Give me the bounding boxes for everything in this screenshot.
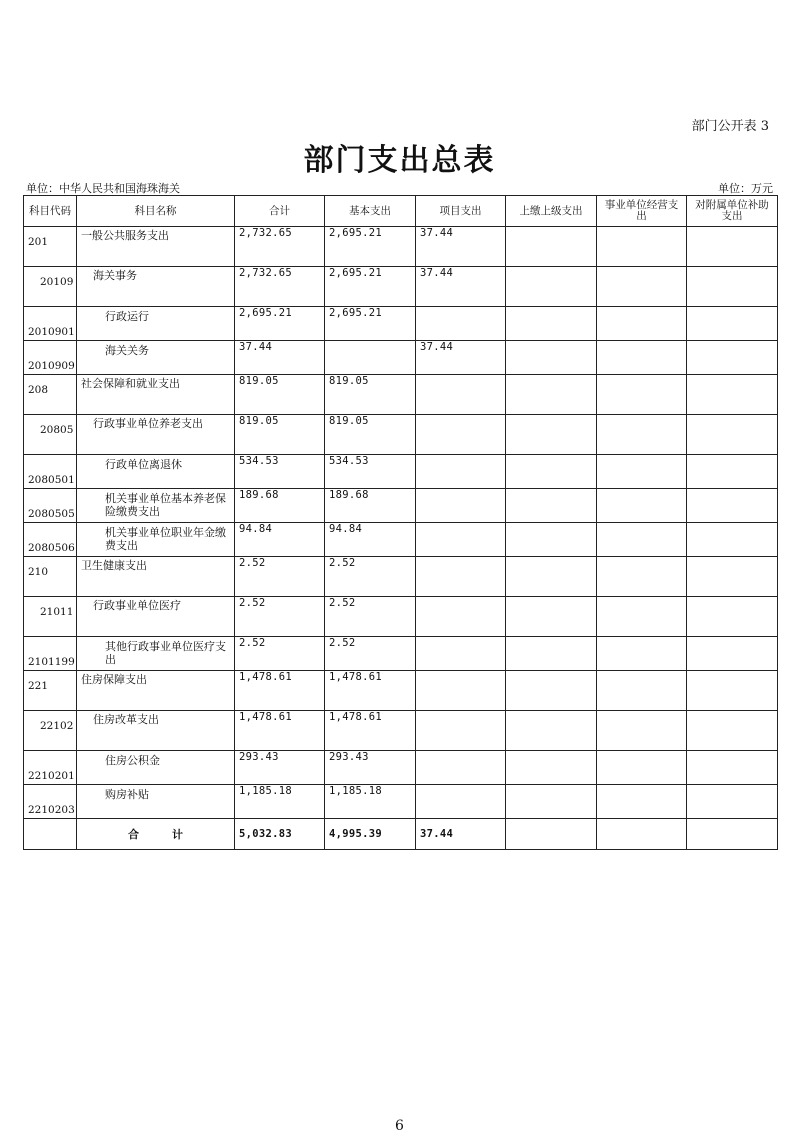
table-row — [24, 711, 778, 751]
row-total: 94.84 — [235, 523, 325, 557]
table-row — [24, 523, 778, 557]
row-code: 208 — [24, 375, 77, 415]
table-row — [24, 415, 778, 455]
row-upper — [506, 489, 597, 523]
row-subsidy — [687, 711, 778, 751]
table-header-row — [24, 196, 778, 227]
row-subsidy — [687, 597, 778, 637]
row-code: 221 — [24, 671, 77, 711]
row-upper — [506, 227, 597, 267]
table-row — [24, 307, 778, 341]
row-business — [597, 751, 687, 785]
row-subsidy — [687, 671, 778, 711]
row-project — [416, 415, 506, 455]
row-total: 2.52 — [235, 637, 325, 671]
row-subsidy — [687, 375, 778, 415]
table-label: 部门公开表 3 — [691, 119, 769, 134]
row-name: 海关事务 — [77, 267, 235, 307]
row-upper — [506, 523, 597, 557]
row-business — [597, 785, 687, 819]
row-name: 社会保障和就业支出 — [77, 375, 235, 415]
row-name: 住房公积金 — [77, 751, 235, 785]
row-project: 37.44 — [416, 341, 506, 375]
row-name: 行政运行 — [77, 307, 235, 341]
row-total: 1,478.61 — [235, 671, 325, 711]
row-subsidy — [687, 751, 778, 785]
row-business — [597, 489, 687, 523]
row-code: 21011 — [24, 597, 77, 637]
row-total: 819.05 — [235, 415, 325, 455]
row-subsidy — [687, 637, 778, 671]
row-code: 201 — [24, 227, 77, 267]
row-business — [597, 455, 687, 489]
row-total: 37.44 — [235, 341, 325, 375]
row-total: 819.05 — [235, 375, 325, 415]
row-business — [597, 341, 687, 375]
column-header-project: 项目支出 — [416, 196, 506, 227]
row-project — [416, 637, 506, 671]
row-upper — [506, 671, 597, 711]
row-basic: 189.68 — [325, 489, 416, 523]
row-business — [597, 637, 687, 671]
row-upper — [506, 597, 597, 637]
table-row — [24, 375, 778, 415]
total-subsidy — [687, 819, 778, 850]
row-total: 2.52 — [235, 597, 325, 637]
row-project — [416, 785, 506, 819]
table-row — [24, 557, 778, 597]
row-total: 293.43 — [235, 751, 325, 785]
column-header-upper: 上缴上级支出 — [506, 196, 597, 227]
row-name: 其他行政事业单位医疗支出 — [77, 637, 235, 671]
row-name: 一般公共服务支出 — [77, 227, 235, 267]
row-project — [416, 597, 506, 637]
row-code: 20805 — [24, 415, 77, 455]
row-subsidy — [687, 455, 778, 489]
row-name: 海关关务 — [77, 341, 235, 375]
row-basic: 534.53 — [325, 455, 416, 489]
page-title: 部门支出总表 — [303, 143, 496, 178]
row-project — [416, 375, 506, 415]
row-project — [416, 751, 506, 785]
row-project — [416, 307, 506, 341]
table-row — [24, 597, 778, 637]
row-total: 2,695.21 — [235, 307, 325, 341]
row-code: 22102 — [24, 711, 77, 751]
row-name: 住房改革支出 — [77, 711, 235, 751]
row-business — [597, 597, 687, 637]
row-name: 机关事业单位职业年金缴费支出 — [77, 523, 235, 557]
row-basic: 2,695.21 — [325, 307, 416, 341]
expense-table — [23, 195, 778, 850]
row-project — [416, 711, 506, 751]
row-basic: 1,185.18 — [325, 785, 416, 819]
row-subsidy — [687, 341, 778, 375]
row-name: 机关事业单位基本养老保险缴费支出 — [77, 489, 235, 523]
row-code: 2080501 — [24, 455, 77, 489]
row-name: 卫生健康支出 — [77, 557, 235, 597]
row-name: 行政事业单位医疗 — [77, 597, 235, 637]
row-basic: 94.84 — [325, 523, 416, 557]
row-upper — [506, 637, 597, 671]
table-row — [24, 227, 778, 267]
row-basic — [325, 341, 416, 375]
row-name: 购房补贴 — [77, 785, 235, 819]
row-upper — [506, 751, 597, 785]
page-number: 6 — [395, 1118, 404, 1134]
row-business — [597, 415, 687, 455]
row-name: 住房保障支出 — [77, 671, 235, 711]
total-basic: 4,995.39 — [325, 819, 416, 850]
row-name: 行政单位离退休 — [77, 455, 235, 489]
table-row — [24, 267, 778, 307]
column-header-subsidy: 对附属单位补助支出 — [687, 196, 778, 227]
row-basic: 2.52 — [325, 637, 416, 671]
row-upper — [506, 785, 597, 819]
row-basic: 819.05 — [325, 415, 416, 455]
row-basic: 2.52 — [325, 597, 416, 637]
row-total: 534.53 — [235, 455, 325, 489]
row-subsidy — [687, 489, 778, 523]
row-upper — [506, 267, 597, 307]
row-project: 37.44 — [416, 227, 506, 267]
total-code-cell — [24, 819, 77, 850]
column-header-total: 合计 — [235, 196, 325, 227]
row-upper — [506, 375, 597, 415]
row-upper — [506, 307, 597, 341]
row-code: 210 — [24, 557, 77, 597]
row-code: 2080506 — [24, 523, 77, 557]
row-subsidy — [687, 307, 778, 341]
table-row — [24, 341, 778, 375]
column-header-name: 科目名称 — [77, 196, 235, 227]
table-row — [24, 751, 778, 785]
row-subsidy — [687, 523, 778, 557]
table-row — [24, 637, 778, 671]
table-row — [24, 785, 778, 819]
row-subsidy — [687, 557, 778, 597]
total-label: 合 计 — [77, 819, 235, 850]
table-row — [24, 671, 778, 711]
row-total: 1,185.18 — [235, 785, 325, 819]
row-project — [416, 557, 506, 597]
row-code: 20109 — [24, 267, 77, 307]
row-project — [416, 489, 506, 523]
row-code: 2010909 — [24, 341, 77, 375]
total-upper — [506, 819, 597, 850]
row-total: 2,732.65 — [235, 227, 325, 267]
row-total: 1,478.61 — [235, 711, 325, 751]
row-business — [597, 307, 687, 341]
total-business — [597, 819, 687, 850]
row-total: 2.52 — [235, 557, 325, 597]
unit-organization: 单位：中华人民共和国海珠海关 — [26, 182, 180, 195]
unit-currency: 单位：万元 — [718, 182, 773, 195]
row-name: 行政事业单位养老支出 — [77, 415, 235, 455]
row-upper — [506, 711, 597, 751]
row-project — [416, 455, 506, 489]
table-row — [24, 489, 778, 523]
total-row — [24, 819, 778, 850]
row-business — [597, 375, 687, 415]
row-basic: 1,478.61 — [325, 711, 416, 751]
row-code: 2010901 — [24, 307, 77, 341]
row-subsidy — [687, 785, 778, 819]
total-project: 37.44 — [416, 819, 506, 850]
row-upper — [506, 415, 597, 455]
row-basic: 819.05 — [325, 375, 416, 415]
column-header-business: 事业单位经营支出 — [597, 196, 687, 227]
row-code: 2080505 — [24, 489, 77, 523]
column-header-basic: 基本支出 — [325, 196, 416, 227]
column-header-code: 科目代码 — [24, 196, 77, 227]
total-sum: 5,032.83 — [235, 819, 325, 850]
row-basic: 293.43 — [325, 751, 416, 785]
row-subsidy — [687, 415, 778, 455]
row-upper — [506, 455, 597, 489]
row-total: 189.68 — [235, 489, 325, 523]
row-business — [597, 267, 687, 307]
row-basic: 1,478.61 — [325, 671, 416, 711]
row-project: 37.44 — [416, 267, 506, 307]
table-body — [24, 227, 778, 819]
row-business — [597, 711, 687, 751]
row-basic: 2,695.21 — [325, 267, 416, 307]
row-upper — [506, 557, 597, 597]
row-code: 2210201 — [24, 751, 77, 785]
row-code: 2101199 — [24, 637, 77, 671]
row-business — [597, 523, 687, 557]
row-total: 2,732.65 — [235, 267, 325, 307]
table-row — [24, 455, 778, 489]
row-upper — [506, 341, 597, 375]
row-business — [597, 557, 687, 597]
row-subsidy — [687, 267, 778, 307]
row-code: 2210203 — [24, 785, 77, 819]
row-basic: 2,695.21 — [325, 227, 416, 267]
row-subsidy — [687, 227, 778, 267]
row-basic: 2.52 — [325, 557, 416, 597]
row-project — [416, 671, 506, 711]
row-business — [597, 671, 687, 711]
row-business — [597, 227, 687, 267]
row-project — [416, 523, 506, 557]
